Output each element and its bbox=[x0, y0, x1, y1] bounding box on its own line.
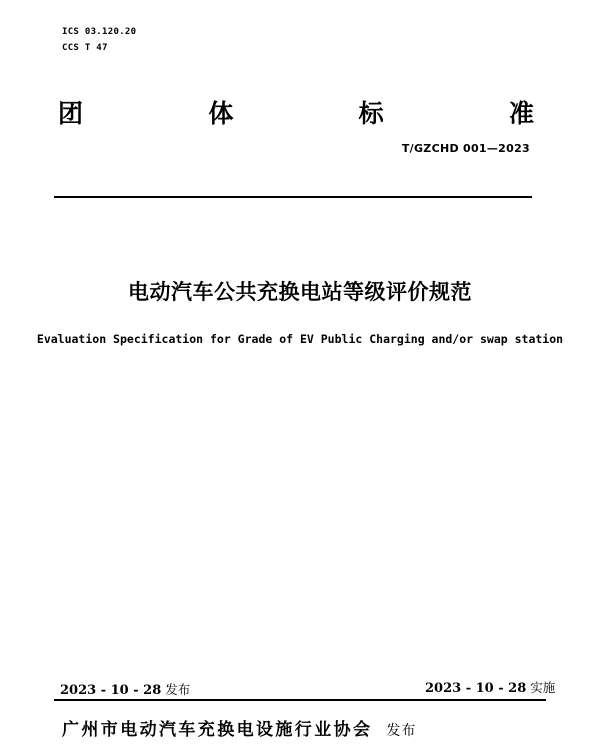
publisher-verb: 发布 bbox=[386, 723, 417, 739]
standard-type-char: 准 bbox=[508, 99, 534, 128]
document-title-en: Evaluation Specification for Grade of EV Public Charging and/or swap station bbox=[36, 332, 564, 346]
standard-type-char: 团 bbox=[58, 99, 84, 128]
standard-type-char: 标 bbox=[358, 99, 384, 128]
standard-type-heading bbox=[58, 94, 534, 130]
ics-code: ICS 03.120.20 bbox=[62, 27, 137, 37]
ccs-code: CCS T 47 bbox=[62, 43, 108, 53]
standard-number: T/GZCHD 001—2023 bbox=[401, 142, 530, 155]
footer-divider bbox=[54, 699, 546, 701]
standard-type-char: 体 bbox=[208, 99, 234, 128]
issue-date bbox=[60, 680, 190, 698]
publisher-name: 广州市电动汽车充换电设施行业协会 bbox=[62, 720, 373, 740]
header-divider bbox=[54, 196, 532, 198]
implement-date-value: 2023 - 10 - 28 bbox=[425, 681, 527, 696]
implement-label: 实施 bbox=[530, 680, 556, 695]
document-title-cn: 电动汽车公共充换电站等级评价规范 bbox=[128, 280, 472, 304]
implement-date bbox=[425, 678, 555, 696]
issue-label: 发布 bbox=[165, 682, 191, 697]
publisher-line bbox=[62, 715, 416, 740]
issue-date-value: 2023 - 10 - 28 bbox=[60, 683, 162, 698]
